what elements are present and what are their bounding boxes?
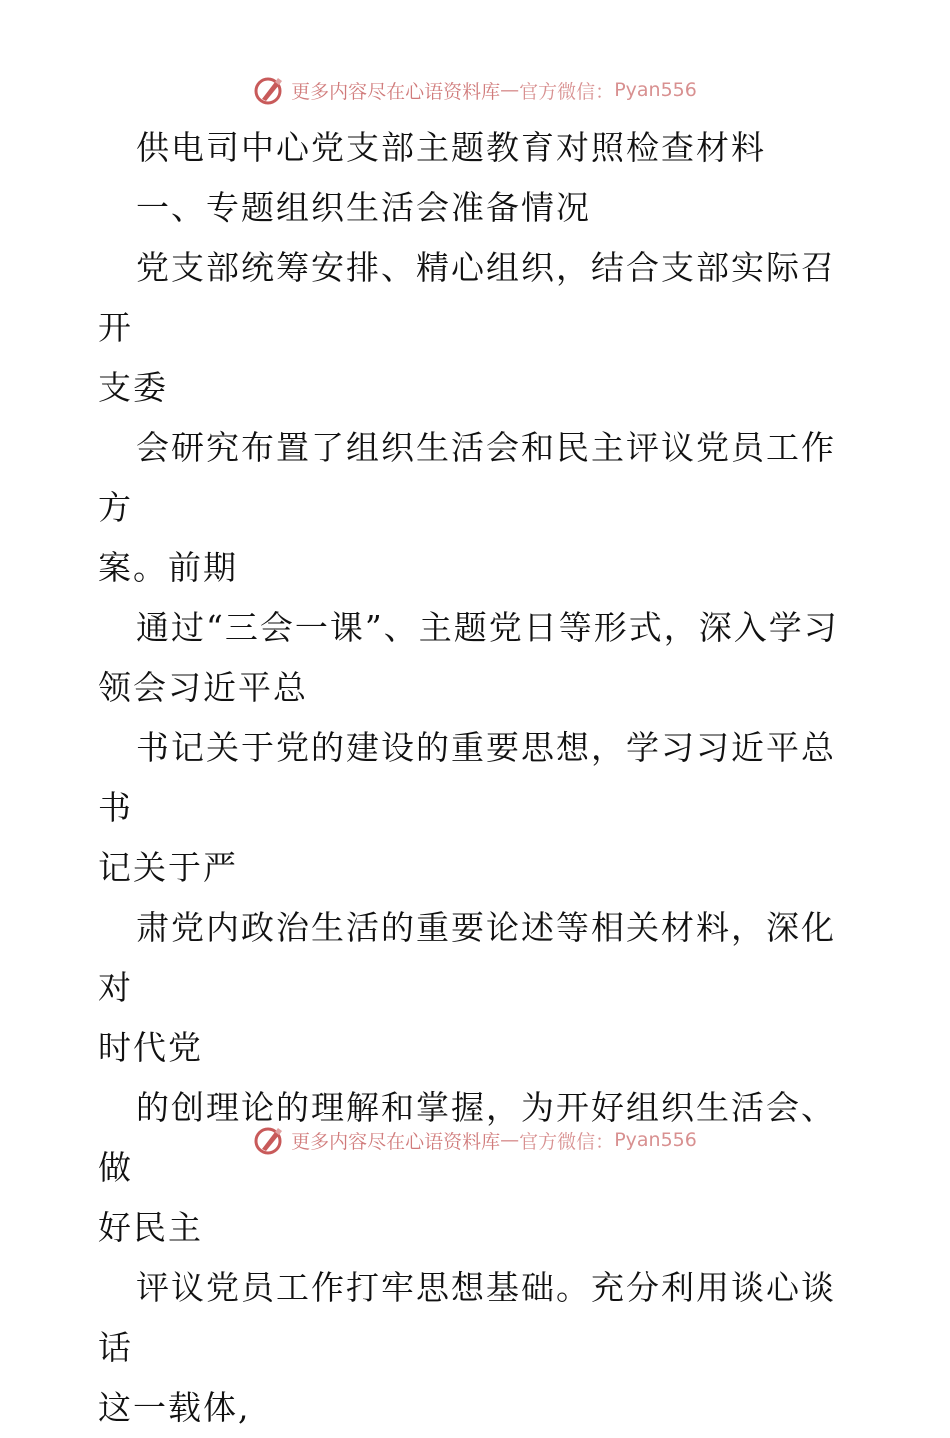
paragraph-line: 案。前期 — [98, 548, 238, 587]
paragraph-line: 好民主 — [98, 1208, 203, 1247]
section-heading: 一、专题组织生活会准备情况 — [136, 188, 591, 227]
watermark-footer — [0, 1120, 950, 1160]
watermark-id: Pyan556 — [614, 1129, 697, 1151]
paragraph-line: 记关于严 — [98, 848, 238, 887]
paragraph-line: 领会习近平总 — [98, 668, 308, 707]
paragraph-line: 通过“三会一课”、主题党日等形式，深入学习 — [136, 608, 839, 647]
watermark-label: 官方微信： — [519, 1130, 615, 1153]
paragraph-line: 会研究布置了组织生活会和民主评议党员工作方 — [98, 428, 836, 527]
watermark-brand: 更多内容尽在心语资料库 — [291, 1130, 501, 1153]
watermark-brand: 更多内容尽在心语资料库 — [291, 80, 501, 103]
paragraph-line: 这一载体, — [98, 1388, 251, 1427]
watermark-dash: — — [500, 79, 520, 101]
document-title: 供电司中心党支部主题教育对照检查材料 — [136, 128, 766, 167]
paragraph-line: 时代党 — [98, 1028, 203, 1067]
document-body — [98, 118, 868, 1438]
paragraph-line: 支委 — [98, 368, 168, 407]
watermark-id: Pyan556 — [614, 79, 697, 101]
watermark-label: 官方微信： — [519, 80, 615, 103]
pen-logo-icon — [253, 74, 285, 106]
paragraph-line: 党支部统筹安排、精心组织，结合支部实际召开 — [98, 248, 836, 347]
paragraph-line: 的创理论的理解和掌握，为开好组织生活会、做 — [98, 1088, 836, 1187]
paragraph-line: 评议党员工作打牢思想基础。充分利用谈心谈话 — [98, 1268, 836, 1367]
paragraph-line: 书记关于党的建设的重要思想，学习习近平总书 — [98, 728, 836, 827]
paragraph-line: 肃党内政治生活的重要论述等相关材料，深化对 — [98, 908, 836, 1007]
watermark-dash: — — [500, 1129, 520, 1151]
watermark-header — [0, 70, 950, 110]
pen-logo-icon — [253, 1124, 285, 1156]
